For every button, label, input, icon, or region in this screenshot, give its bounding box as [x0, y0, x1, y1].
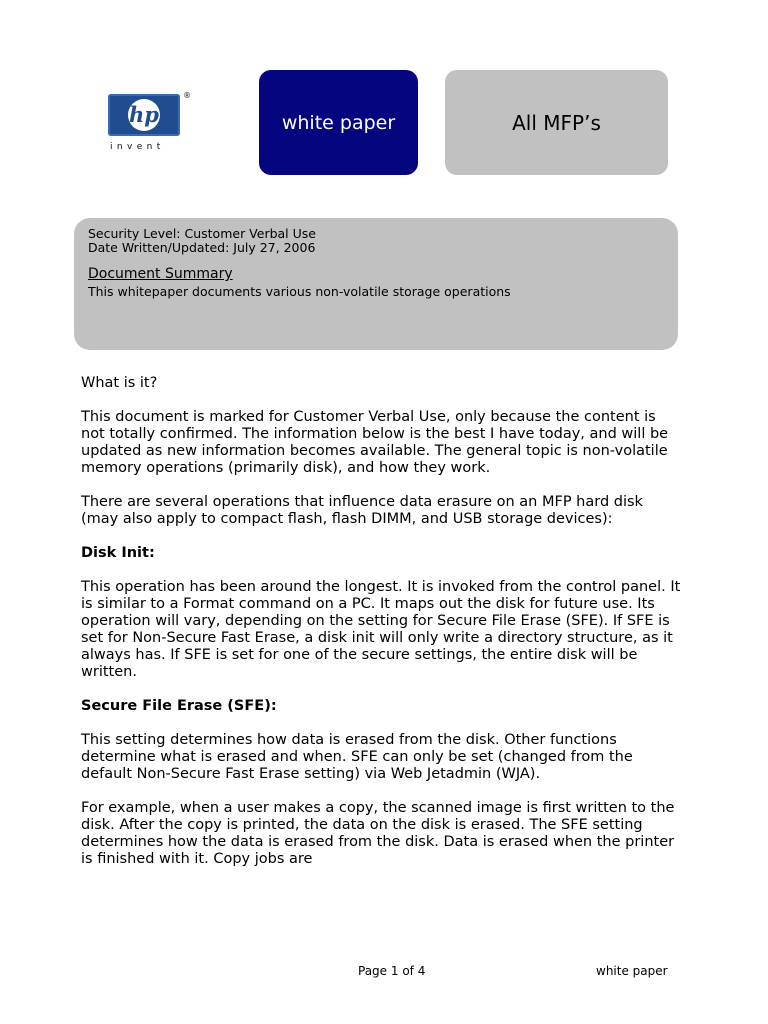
- disk-init-paragraph: This operation has been around the longest. It is invoked from the control panel. It is similar to a Format command on a PC. It maps out the disk for future use. Its operation will vary, depending on the setting for Secure File Erase (SFE). If SFE is set for Non-Secure Fast Erase, a disk init will only write a directory structure, as it always has. If SFE is set for one of the secure settings, the entire disk will be written.: [81, 579, 681, 680]
- disk-init-heading: Disk Init:: [81, 545, 155, 561]
- intro-paragraph: This document is marked for Customer Verbal Use, only because the content is not totally confirmed. The information below is the best I have today, and will be updated as new information becomes available. The general topic is non-volatile memory operations (primarily disk), and how they work.: [81, 409, 669, 476]
- sfe-paragraph: This setting determines how data is erased from the disk. Other functions determine what is erased and when. SFE can only be set (changed from the default Non-Secure Fast Erase setting) via Web Jetadmin (WJA).: [81, 732, 633, 782]
- document-summary-heading: Document Summary: [88, 266, 233, 282]
- security-level: Security Level: Customer Verbal Use: [88, 226, 316, 241]
- hp-logo: [106, 92, 196, 156]
- hp-logo-mark: hp: [129, 102, 159, 127]
- registered-mark-icon: ®: [183, 91, 191, 100]
- operations-paragraph: There are several operations that influence data erasure on an MFP hard disk (may also apply to compact flash, flash DIMM, and USB storage devices):: [81, 494, 643, 527]
- footer-doc-type: white paper: [596, 964, 668, 978]
- document-body: [81, 375, 681, 885]
- logo-tagline: invent: [110, 142, 165, 152]
- example-paragraph: For example, when a user makes a copy, the scanned image is first written to the disk. After the copy is printed, the data on the disk is erased. The SFE setting determines how the data is erased from the disk. Data is erased when the printer is finished with it. Copy jobs are: [81, 800, 675, 867]
- document-info-box: [74, 218, 678, 350]
- date-written: Date Written/Updated: July 27, 2006: [88, 240, 316, 255]
- sfe-heading: Secure File Erase (SFE):: [81, 698, 277, 714]
- scope-tab: All MFP’s: [445, 70, 668, 175]
- page-number: Page 1 of 4: [358, 964, 426, 978]
- intro-heading: What is it?: [81, 375, 158, 391]
- white-paper-tab: white paper: [259, 70, 418, 175]
- hp-logo-icon: [108, 94, 180, 136]
- document-summary-text: This whitepaper documents various non-volatile storage operations: [88, 284, 511, 299]
